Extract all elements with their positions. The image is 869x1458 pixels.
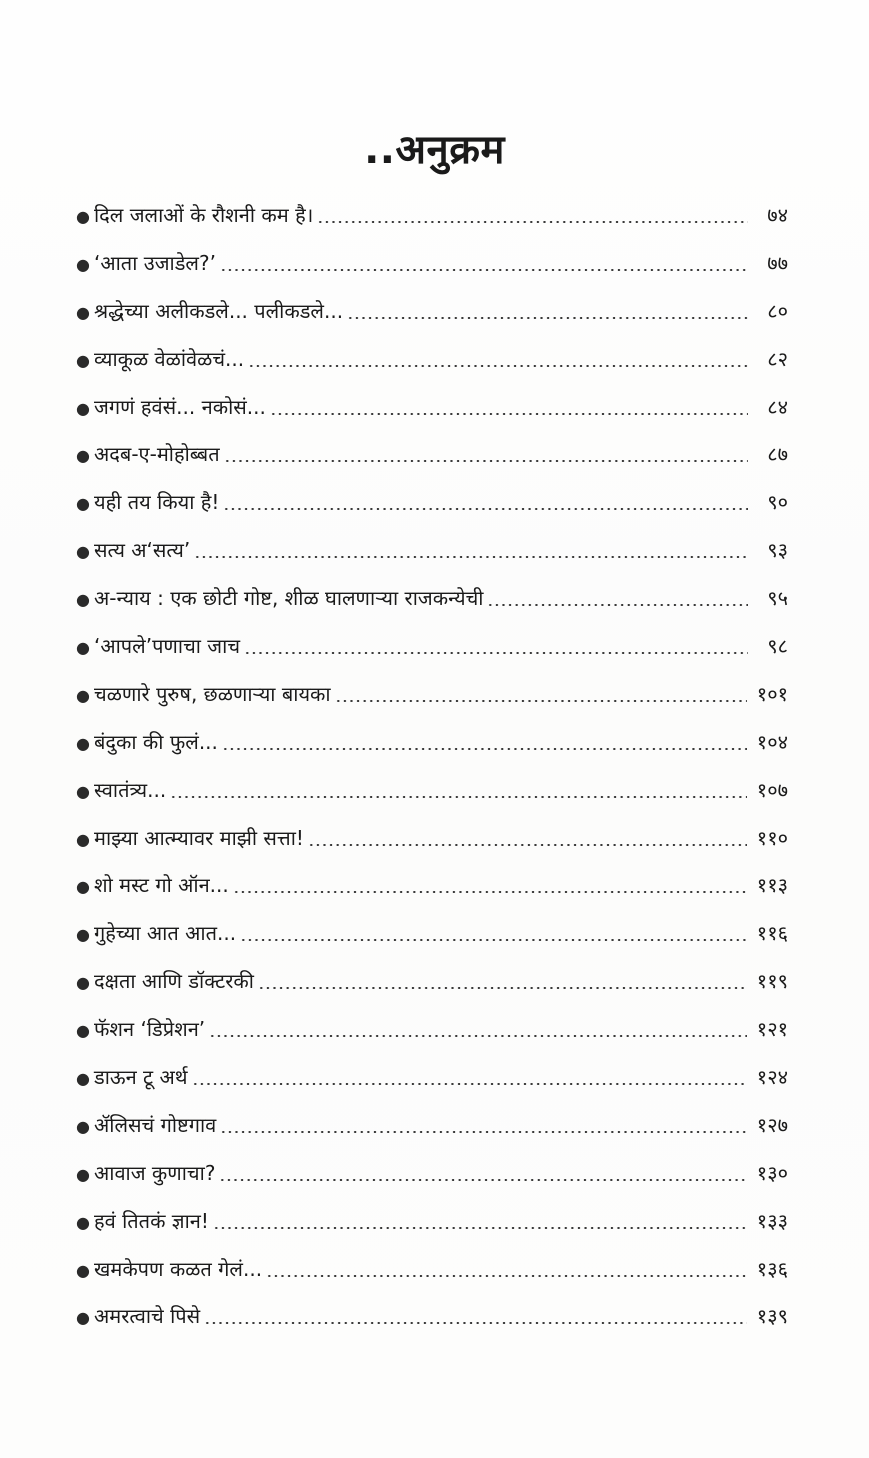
toc-entry-page-number: ११९ xyxy=(756,969,788,994)
toc-entry-title: व्याकूळ वेळांवेळचं... xyxy=(94,346,245,371)
toc-entry-title: खमकेपण कळत गेलं... xyxy=(94,1256,263,1281)
toc-entry-page-number: ११६ xyxy=(756,921,788,946)
dot-leader xyxy=(308,844,747,846)
toc-entry-page-number: १२४ xyxy=(756,1065,788,1090)
toc-entry-title: स्वातंत्र्य... xyxy=(94,777,167,802)
bullet-icon: ● xyxy=(76,542,90,562)
toc-entry xyxy=(76,288,788,336)
toc-entry xyxy=(76,1150,788,1198)
toc-entry-title: सत्य अ‘सत्य’ xyxy=(94,538,191,563)
toc-entry-page-number: १२७ xyxy=(756,1112,788,1137)
toc-entry-page-number: १३३ xyxy=(756,1208,788,1233)
toc-entry-page-number: ८२ xyxy=(767,346,788,371)
toc-entry xyxy=(76,575,788,623)
bullet-icon: ● xyxy=(76,781,90,801)
toc-entry xyxy=(76,958,788,1006)
toc-entry-title: दक्षता आणि डॉक्टरकी xyxy=(94,969,254,994)
dot-leader xyxy=(317,221,748,223)
toc-entry xyxy=(76,910,788,958)
toc-entry xyxy=(76,431,788,479)
dot-leader xyxy=(240,939,747,941)
dot-leader xyxy=(487,604,748,606)
toc-entry-page-number: ९८ xyxy=(767,634,788,659)
toc-entry xyxy=(76,1293,788,1341)
toc-entry-title: दिल जलाओं के रौशनी कम है। xyxy=(94,203,314,227)
toc-entry-page-number: ८० xyxy=(767,298,788,323)
toc-entry-title: चळणारे पुरुष, छळणाऱ्या बायका xyxy=(94,681,331,706)
dot-leader xyxy=(222,748,747,750)
dot-leader xyxy=(194,556,748,558)
bullet-icon: ● xyxy=(76,1069,90,1089)
toc-entry xyxy=(76,1054,788,1102)
dot-leader xyxy=(266,1275,747,1277)
bullet-icon: ● xyxy=(76,1164,90,1184)
dot-leader xyxy=(270,413,748,415)
toc-entry-title: ॲलिसचं गोष्टगाव xyxy=(94,1112,217,1137)
toc-entry xyxy=(76,1246,788,1294)
toc-entry-title: डाऊन टू अर्थ xyxy=(94,1065,188,1090)
toc-entry-page-number: १०७ xyxy=(756,777,788,802)
bullet-icon: ● xyxy=(76,1308,90,1328)
toc-entry xyxy=(76,384,788,432)
bullet-icon: ● xyxy=(76,207,90,226)
bullet-icon: ● xyxy=(76,685,90,705)
toc-entry-title: बंदुका की फुलं... xyxy=(94,729,218,754)
toc-entry xyxy=(76,240,788,288)
toc-entry-title: हवं तितकं ज्ञान! xyxy=(94,1208,209,1233)
toc-entry-page-number: ११३ xyxy=(756,873,788,898)
toc-entry-page-number: १३९ xyxy=(756,1304,788,1329)
dot-leader xyxy=(204,1322,747,1324)
toc-entry-title: गुहेच्या आत आत... xyxy=(94,921,237,946)
toc-entry-title: माझ्या आत्म्यावर माझी सत्ता! xyxy=(94,825,304,850)
dot-leader xyxy=(223,508,748,510)
toc-entry-page-number: ७४ xyxy=(767,203,788,227)
bullet-icon: ● xyxy=(76,733,90,753)
toc-entry-page-number: १०४ xyxy=(756,729,788,754)
bullet-icon: ● xyxy=(76,638,90,658)
toc-entry-page-number: ८७ xyxy=(767,442,788,467)
bullet-icon: ● xyxy=(76,973,90,993)
toc-entry-title: ‘आपले’पणाचा जाच xyxy=(94,634,241,659)
toc-entry xyxy=(76,1006,788,1054)
toc-entry xyxy=(76,336,788,384)
bullet-icon: ● xyxy=(76,925,90,945)
toc-entry xyxy=(76,671,788,719)
bullet-icon: ● xyxy=(76,1116,90,1136)
toc-entry-title: अमरत्वाचे पिसे xyxy=(94,1304,201,1329)
toc-entry-title: जगणं हवंसं... नकोसं... xyxy=(94,394,266,419)
bullet-icon: ● xyxy=(76,398,90,418)
toc-entry-page-number: ९० xyxy=(767,490,788,515)
toc-entry-title: फॅशन ‘डिप्रेशन’ xyxy=(94,1017,206,1042)
toc-entry-page-number: १०१ xyxy=(756,681,788,706)
bullet-icon: ● xyxy=(76,494,90,514)
toc-entry-title: यही तय किया है! xyxy=(94,490,220,515)
bullet-icon: ● xyxy=(76,1260,90,1280)
dot-leader xyxy=(213,1227,747,1229)
bullet-icon: ● xyxy=(76,254,90,274)
bullet-icon: ● xyxy=(76,877,90,897)
toc-entry xyxy=(76,1198,788,1246)
toc-entry xyxy=(76,1102,788,1150)
dot-leader xyxy=(248,365,748,367)
toc-entry-page-number: ९३ xyxy=(767,538,788,563)
bullet-icon: ● xyxy=(76,350,90,370)
dot-leader xyxy=(233,891,747,893)
toc-entry-page-number: ७७ xyxy=(767,250,788,275)
bullet-icon: ● xyxy=(76,1021,90,1041)
toc-entry-title: ‘आता उजाडेल?’ xyxy=(94,250,216,275)
toc-entry-page-number: १३६ xyxy=(756,1256,788,1281)
dot-leader xyxy=(219,1179,746,1181)
bullet-icon: ● xyxy=(76,302,90,322)
toc-entry xyxy=(76,623,788,671)
toc-entry-page-number: १३० xyxy=(756,1160,788,1185)
toc-entry-page-number: १२१ xyxy=(756,1017,788,1042)
dot-leader xyxy=(258,987,747,989)
bullet-icon: ● xyxy=(76,446,90,466)
dot-leader xyxy=(192,1083,747,1085)
dot-leader xyxy=(347,317,748,319)
toc-entry xyxy=(76,527,788,575)
toc-entry xyxy=(76,815,788,863)
toc-entry xyxy=(76,192,788,240)
dot-leader xyxy=(224,460,748,462)
toc-entry-page-number: ११० xyxy=(756,825,788,850)
toc-entry xyxy=(76,479,788,527)
page-title: ..अनुक्रम xyxy=(364,127,505,173)
bullet-icon: ● xyxy=(76,829,90,849)
toc-entry xyxy=(76,719,788,767)
toc-entry-title: अदब-ए-मोहोब्बत xyxy=(94,442,220,467)
toc-entry-title: अ-न्याय : एक छोटी गोष्ट, शीळ घालणाऱ्या राजकन्येची xyxy=(94,586,484,611)
dot-leader xyxy=(335,700,747,702)
toc-entry-title: शो मस्ट गो ऑन... xyxy=(94,873,229,898)
dot-leader xyxy=(220,269,748,271)
toc-entry-page-number: ९५ xyxy=(767,586,788,611)
toc-list xyxy=(76,192,788,1341)
toc-entry xyxy=(76,767,788,815)
toc-entry-title: श्रद्धेच्या अलीकडले... पलीकडले... xyxy=(94,298,344,323)
dot-leader xyxy=(220,1131,747,1133)
bullet-icon: ● xyxy=(76,590,90,610)
dot-leader xyxy=(209,1035,747,1037)
toc-entry-title: आवाज कुणाचा? xyxy=(94,1160,216,1185)
toc-entry xyxy=(76,862,788,910)
dot-leader xyxy=(244,652,748,654)
toc-entry-page-number: ८४ xyxy=(767,394,788,419)
dot-leader xyxy=(170,796,747,798)
bullet-icon: ● xyxy=(76,1212,90,1232)
